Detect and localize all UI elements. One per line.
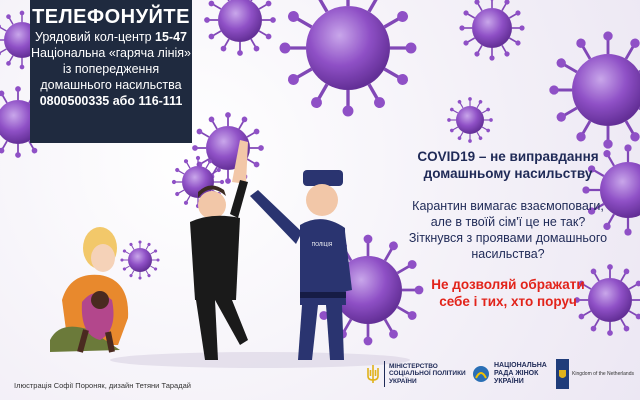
netherlands-logo <box>556 352 634 396</box>
body-line: Зіткнувся з проявами домашнього <box>408 231 608 245</box>
heading-line: домашньому насильству <box>423 166 593 181</box>
virus-icon <box>447 97 493 143</box>
call-center-label: Урядовий кол-центр <box>34 30 156 44</box>
ministry-name-line: СОЦІАЛЬНОЇ ПОЛІТИКИ <box>389 370 466 378</box>
heading-line: COVID19 – не виправдання <box>417 149 599 164</box>
message-panel <box>383 148 633 310</box>
council-name-line: НАЦІОНАЛЬНА <box>494 362 547 369</box>
council-emblem-icon <box>472 364 490 384</box>
mother-child-illustration <box>50 227 128 352</box>
call-center-line <box>30 29 192 45</box>
message-heading <box>383 148 633 182</box>
police-officer-illustration <box>250 170 352 360</box>
womens-council-logo <box>472 352 547 396</box>
body-line: Карантин вимагає взаємоповаги, <box>412 199 604 213</box>
hotline-box <box>30 0 192 143</box>
hotline-line-1: Національна «гаряча лінія» <box>30 46 192 60</box>
netherlands-crest-icon <box>556 359 569 389</box>
message-warning <box>383 276 633 310</box>
ministry-name-line: МІНІСТЕРСТВО <box>389 362 438 370</box>
virus-icon <box>204 0 276 56</box>
trident-icon <box>366 364 380 384</box>
virus-icon <box>120 240 159 279</box>
council-name-line: УКРАЇНИ <box>494 378 524 385</box>
council-name-line: РАДА ЖІНОК <box>494 370 539 377</box>
virus-icon <box>459 0 524 61</box>
virus-icon <box>549 31 640 148</box>
body-line: насильства? <box>471 247 545 261</box>
message-body <box>383 198 633 262</box>
body-line: але в твоїй сім'ї це не так? <box>430 215 586 229</box>
ministry-logo <box>366 352 466 396</box>
call-title: ТЕЛЕФОНУЙТЕ <box>32 6 190 28</box>
hotline-line-2: із попередження <box>62 62 160 76</box>
hotline-line-3: домашнього насильства <box>40 78 182 92</box>
call-center-number: 15-47 <box>155 30 188 44</box>
illustration-credit: Ілюстрація Софії Пороняк, дизайн Тетяни Тарадай <box>14 381 191 390</box>
netherlands-text: Kingdom of the Netherlands <box>572 371 634 377</box>
virus-icon <box>280 0 417 116</box>
ministry-name-line: УКРАЇНИ <box>389 377 417 385</box>
warning-line: себе і тих, хто поруч <box>439 294 577 309</box>
warning-line: Не дозволяй ображати <box>431 277 585 292</box>
police-label: ПОЛІЦІЯ <box>311 242 333 248</box>
hotline-numbers: 0800500335 або 116-111 <box>39 94 183 108</box>
